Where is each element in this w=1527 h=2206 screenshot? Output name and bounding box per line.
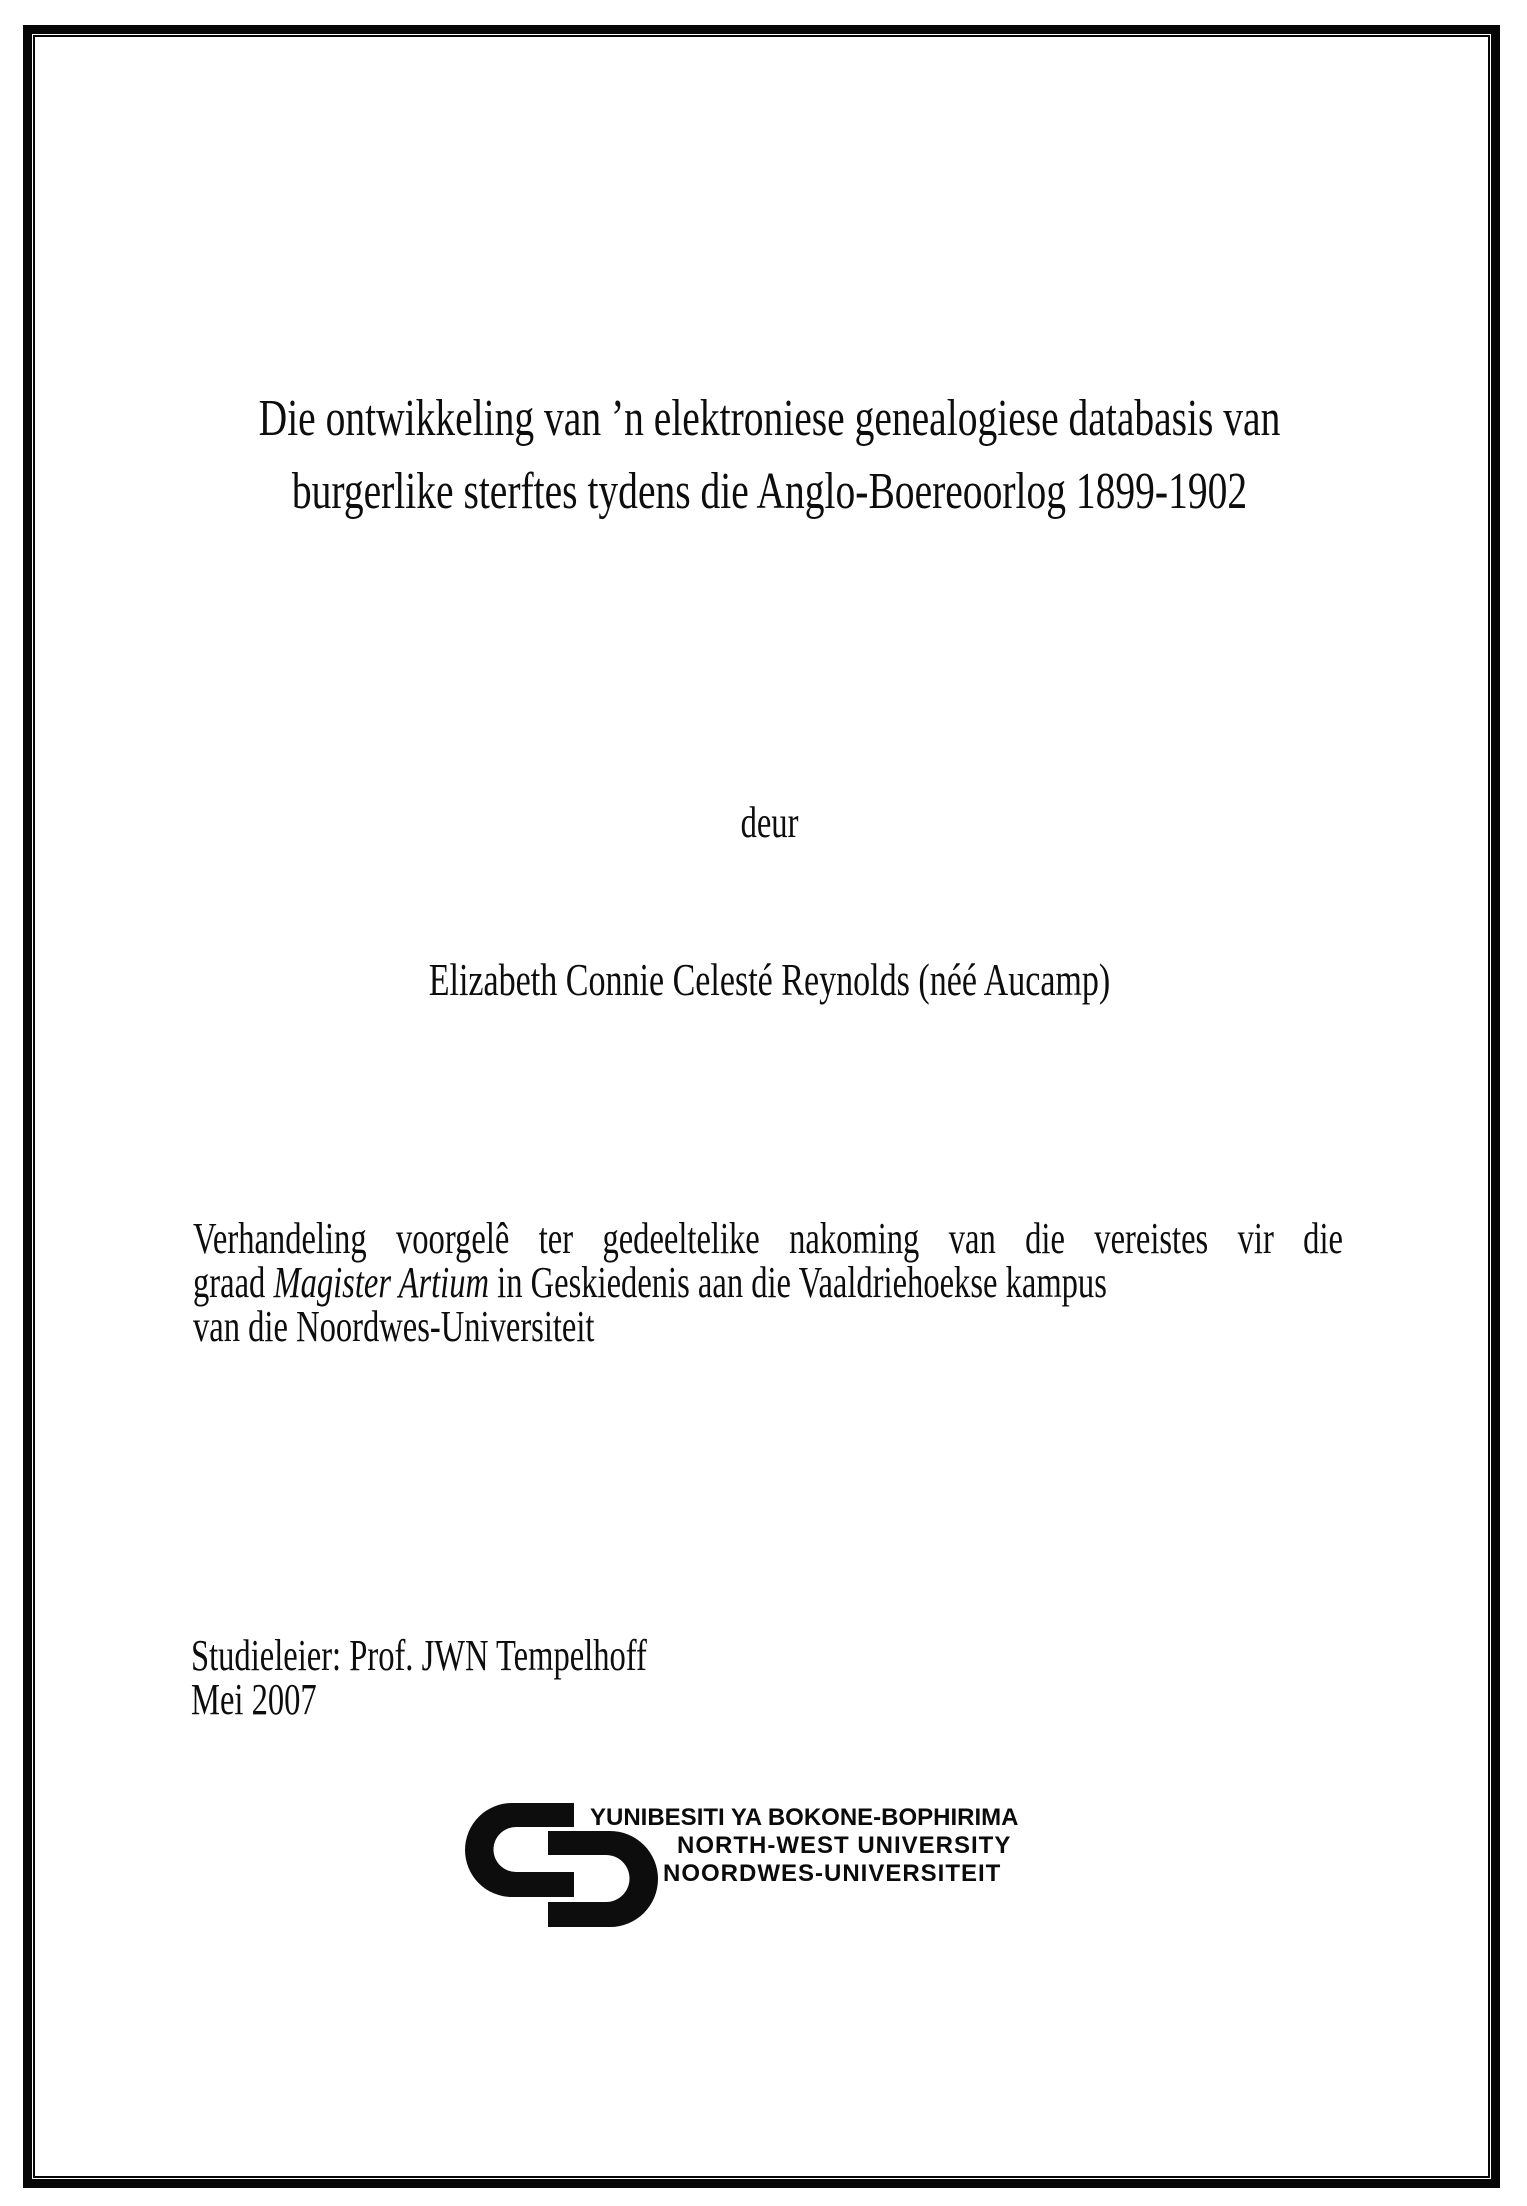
degree-suffix: in Geskiedenis aan die Vaaldriehoekse kampus bbox=[489, 1258, 1107, 1307]
submission-statement-line-3: van die Noordwes-Universiteit bbox=[193, 1302, 595, 1351]
logo-line-english: NORTH-WEST UNIVERSITY bbox=[677, 1832, 1012, 1859]
byline-label: deur bbox=[740, 798, 799, 847]
logo-line-afrikaans: NOORDWES-UNIVERSITEIT bbox=[663, 1860, 1002, 1887]
thesis-title-line-1: Die ontwikkeling van ’n elektroniese genealogiese databasis van bbox=[258, 390, 1281, 447]
author-name: Elizabeth Connie Celesté Reynolds (néé Aucamp) bbox=[428, 954, 1111, 1005]
university-logo-wordmark bbox=[590, 1804, 1019, 1888]
supervisor-line: Studieleier: Prof. JWN Tempelhoff bbox=[191, 1631, 647, 1680]
thesis-title-line-2: burgerlike sterftes tydens die Anglo-Boereoorlog 1899-1902 bbox=[291, 463, 1248, 520]
logo-line-setswana: YUNIBESITI YA BOKONE-BOPHIRIMA bbox=[590, 1804, 1019, 1831]
submission-statement-line-2 bbox=[193, 1258, 1343, 1307]
supervisor-block bbox=[191, 1631, 1391, 1724]
degree-prefix: graad bbox=[193, 1258, 274, 1307]
thesis-title bbox=[6, 382, 1527, 528]
degree-name: Magister Artium bbox=[273, 1258, 490, 1307]
date-line: Mei 2007 bbox=[191, 1675, 317, 1724]
submission-statement-line-1: Verhandeling voorgelê ter gedeeltelike nakoming van die vereistes vir die bbox=[193, 1214, 1343, 1263]
submission-statement bbox=[193, 1214, 1527, 1351]
